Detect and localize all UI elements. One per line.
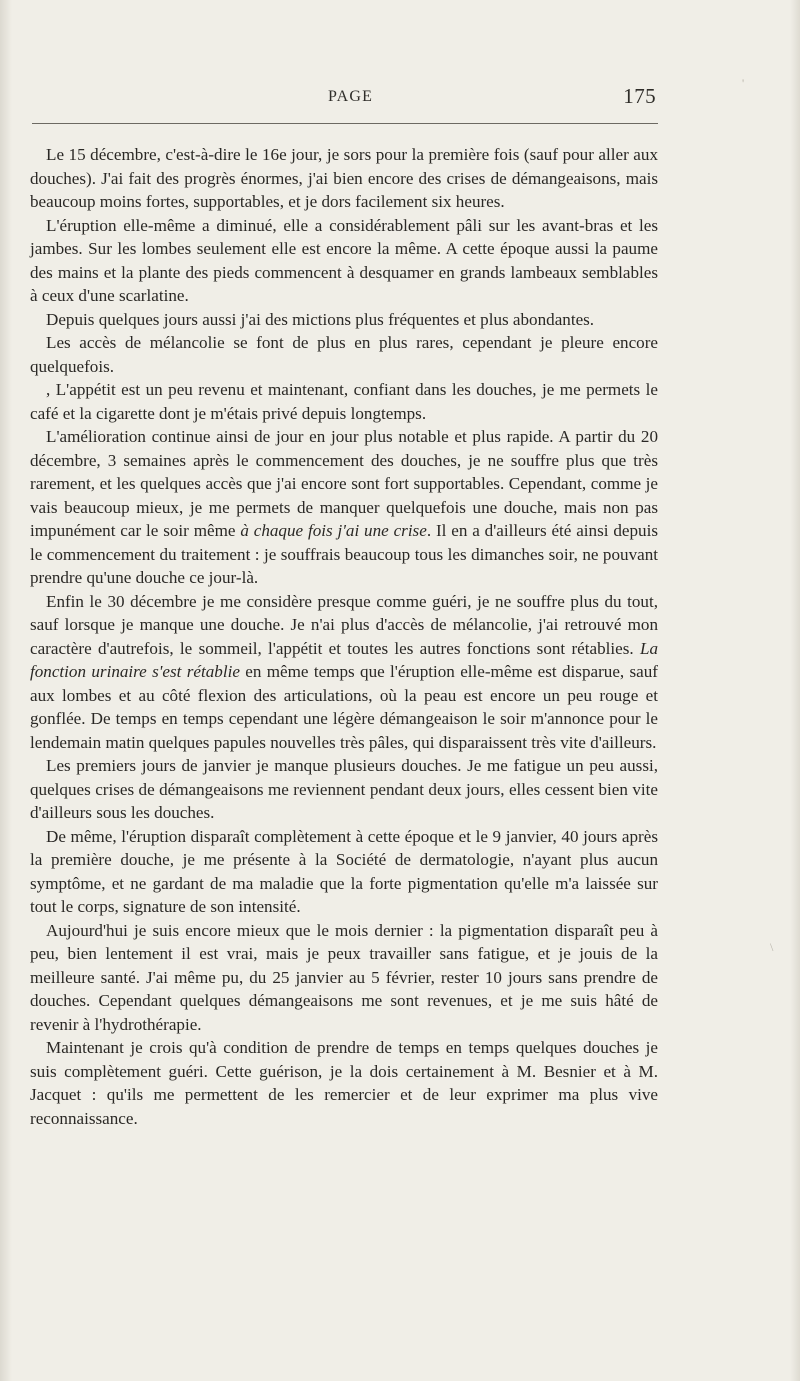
paragraph-7-italic: La fonction urinaire s'est rétablie bbox=[30, 638, 658, 681]
paragraph-7-text: Enfin le 30 décembre je me considère presque comme guéri, je ne souffre plus du tout, sauf lorsque je manque une douche. Je n'ai plus d'accès de mélancolie, j'ai retrouvé mon caractère d'autrefois, le sommeil, l'appétit et toutes les autres fonctions sont rétablies. bbox=[30, 591, 658, 658]
paragraph-10-text: Aujourd'hui je suis encore mieux que le mois dernier : la pigmentation disparaît peu à peu, bien lentement il est vrai, mais je peux travailler sans fatigue, et je jouis de la meilleure santé. J'ai même pu, du 25 janvier au 5 février, rester 10 jours sans prendre de douches. Cependant quelques démangeaisons me sont revenues, et je me suis hâté de revenir à l'hydrothérapie. bbox=[30, 920, 658, 1034]
running-head: PAGE bbox=[328, 88, 374, 105]
margin-speck: \ bbox=[770, 940, 774, 954]
paragraph-7 bbox=[30, 590, 658, 755]
paragraph-11 bbox=[30, 1036, 658, 1130]
header-rule bbox=[32, 123, 658, 124]
paragraph-8 bbox=[30, 754, 658, 825]
paragraph-2 bbox=[30, 214, 658, 308]
paragraph-1-text: Le 15 décembre, c'est-à-dire le 16e jour, je sors pour la première fois (sauf pour aller aux douches). J'ai fait des progrès énormes, j'ai bien encore des crises de démangeaisons, mais beaucoup moins fortes, supportables, et je dors facilement six heures. bbox=[30, 145, 658, 211]
paragraph-10 bbox=[30, 919, 658, 1037]
paragraph-4-text: Les accès de mélancolie se font de plus en plus rares, cependant je pleure encore quelquefois. bbox=[30, 333, 658, 376]
paragraph-7-continuation: en même temps que l'éruption elle-même est disparue, sauf aux lombes et au côté flexion des articulations, où la peau est encore un peu rouge et gonflée. De temps en temps cependant une légère démangeaison le soir m'annonce pour le lendemain matin quelques papules nouvelles très pâles, qui disparaissent très vite d'ailleurs. bbox=[30, 662, 659, 752]
paragraph-9-text: De même, l'éruption disparaît complètement à cette époque et le 9 janvier, 40 jours après la première douche, je me présente à la Société de dermatologie, n'ayant plus aucun symptôme, et ne gardant de ma maladie que la forte pigmentation qu'elle m'a laissée sur tout le corps, signature de son intensité. bbox=[30, 826, 658, 916]
paragraph-6-continuation: . Il en a d'ailleurs été ainsi depuis le commencement du traitement : je souffrais beaucoup tous les dimanches soir, ne pouvant prendre qu'une douche ce jour-là. bbox=[30, 521, 658, 587]
paragraph-11-text: Maintenant je crois qu'à condition de prendre de temps en temps quelques douches je suis complètement guéri. Cette guérison, je la dois certainement à M. Besnier et à M. Jacquet : qu'ils me permettent de les remercier et de leur exprimer ma plus vive reconnaissance. bbox=[30, 1038, 658, 1128]
paragraph-1 bbox=[30, 143, 658, 214]
paragraph-9 bbox=[30, 825, 658, 919]
body-text bbox=[30, 143, 658, 1293]
page-left-edge-shadow bbox=[0, 0, 12, 1381]
page-right-edge-shadow bbox=[790, 0, 800, 1381]
paragraph-5 bbox=[30, 378, 658, 425]
page-header bbox=[32, 84, 658, 114]
paragraph-6 bbox=[30, 425, 658, 590]
paragraph-6-italic: à chaque fois j'ai une crise bbox=[240, 521, 427, 540]
paragraph-4 bbox=[30, 331, 658, 378]
page-number: 175 bbox=[623, 84, 656, 108]
paragraph-3 bbox=[30, 308, 658, 332]
paragraph-8-text: Les premiers jours de janvier je manque plusieurs douches. Je me fatigue un peu aussi, quelques crises de démangeaisons me reviennent pendant deux jours, elles cessent bien vite d'ailleurs sous les douches. bbox=[30, 756, 658, 822]
paragraph-2-text: L'éruption elle-même a diminué, elle a considérablement pâli sur les avant-bras et les jambes. Sur les lombes seulement elle est encore la même. A cette époque aussi la paume des mains et la plante des pieds commencent à desquamer en grands lambeaux semblables à ceux d'une scarlatine. bbox=[30, 215, 658, 305]
margin-speck: ' bbox=[742, 76, 745, 90]
paragraph-5-text: , L'appétit est un peu revenu et maintenant, confiant dans les douches, je me permets le café et la cigarette dont je m'étais privé depuis longtemps. bbox=[30, 380, 658, 423]
paragraph-3-text: Depuis quelques jours aussi j'ai des mictions plus fréquentes et plus abondantes. bbox=[46, 309, 595, 329]
paragraph-6-text: L'amélioration continue ainsi de jour en jour plus notable et plus rapide. A partir du 20 décembre, 3 semaines après le commencement des douches, je ne souffre plus que très rarement, et les quelques accès que j'ai encore sont fort supportables. Cependant, comme je vais beaucoup mieux, je me permets de manquer quelquefois une douche, mais non pas impunément car le soir même bbox=[30, 427, 658, 540]
